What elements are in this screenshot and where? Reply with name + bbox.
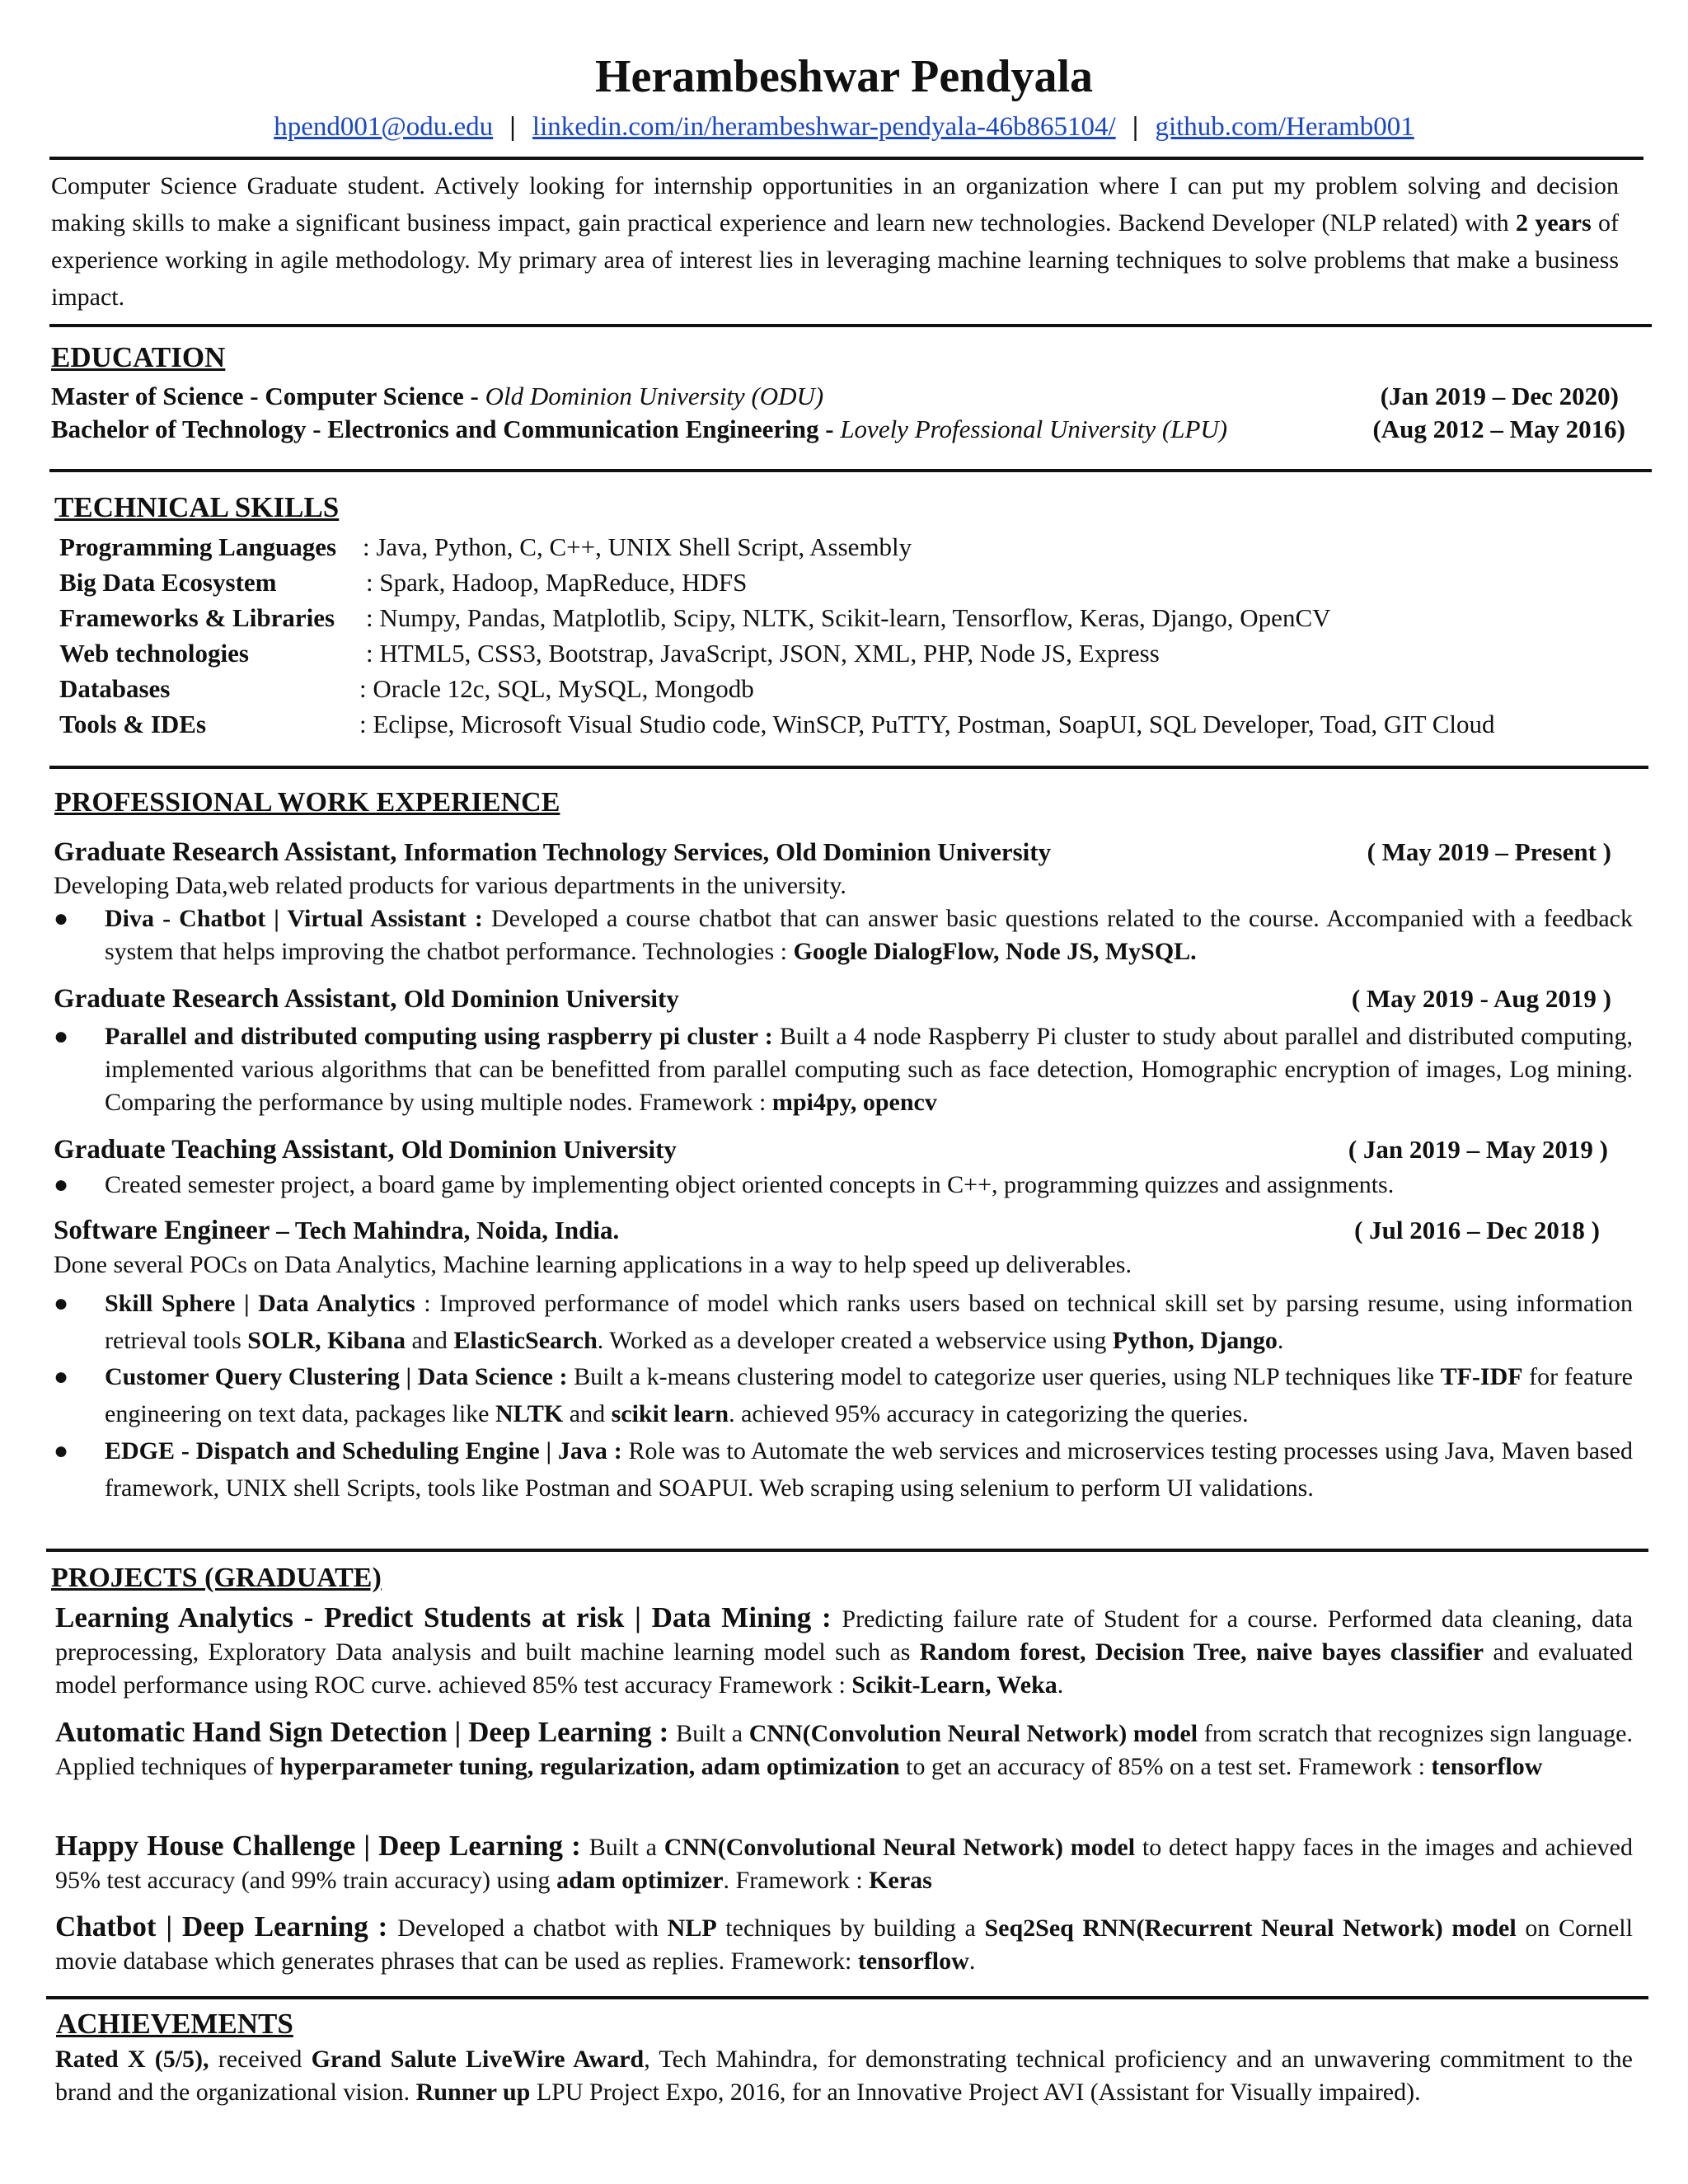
summary-highlight: 2 years [1515,209,1592,237]
bullet-text: Built a k-means clustering model to categorize user queries, using NLP techniques like [574,1363,1441,1390]
project-text: to get an accuracy of 85% on a test set. Framework : [899,1753,1432,1780]
project-text: to detect happy faces in the images and achieved 95% test accuracy (and 99% train accuracy) using [55,1834,1633,1894]
skill-category: Tools & IDEs [59,710,207,738]
divider [49,157,1643,160]
bullet-tech: NLTK [495,1400,564,1427]
bullet-text: . achieved 95% accuracy in categorizing the queries. [729,1400,1249,1427]
job-title [54,1132,1620,1168]
project-text: Developed a chatbot with [397,1915,668,1942]
job-bullet [54,1285,1633,1359]
skills-heading: TECHNICAL SKILLS [54,491,340,523]
summary [51,167,1619,316]
project-highlight: CNN(Convolution Neural Network) model [748,1720,1198,1747]
project-highlight: tensorflow [1431,1753,1543,1780]
bullet-tech: ElasticSearch [453,1327,598,1354]
bullet-text: Created semester project, a board game by implementing object oriented concepts in C++, programming quizzes and assignments. [105,1171,1395,1198]
project-highlight: Scikit-Learn, Weka [851,1671,1057,1699]
project-title: Happy House Challenge | Deep Learning : [55,1830,589,1862]
experience-heading: PROFESSIONAL WORK EXPERIENCE [54,787,560,818]
project-text: and evaluated model performance using ROC curve. achieved 85% test accuracy Framework : [55,1638,1633,1699]
skill-values: : Eclipse, Microsoft Visual Studio code, WinSCP, PuTTY, Postman, SoapUI, SQL Developer, Toad, GIT Cloud [359,710,1495,738]
bullet-icon: ● [54,1437,69,1465]
skill-category: Programming Languages [59,532,337,561]
summary-text: Computer Science Graduate student. Actively looking for internship opportunities in an organization where I can put my problem solving and decision making skills to make a significant business impact, gain practical experience and learn new technologies. Backend Developer (NLP related) with [51,172,1619,237]
bullet-icon: ● [54,905,69,932]
bullet-icon: ● [54,1290,69,1317]
bullet-icon: ● [54,1363,69,1390]
achievements-text [55,2043,1633,2109]
degree: Master of Science - Computer Science - [51,382,485,410]
project-title: Automatic Hand Sign Detection | Deep Learning : [55,1716,677,1748]
skill-values: : Spark, Hadoop, MapReduce, HDFS [366,568,748,597]
projects-heading: PROJECTS (GRADUATE) [51,1563,382,1593]
job-title [54,981,1620,1017]
bullet-text: . Worked as a developer created a webservice using [597,1327,1113,1354]
degree: Bachelor of Technology - Electronics and Communication Engineering - [51,415,841,443]
job-role: Graduate Research Assistant, [54,837,404,867]
skill-category: Big Data Ecosystem [59,568,277,597]
skill-values: : Oracle 12c, SQL, MySQL, Mongodb [359,674,754,703]
bullet-text: . [1277,1327,1284,1354]
separator: | [509,112,516,142]
project-text: . Framework : [723,1867,870,1894]
achievement-text: received [209,2046,312,2073]
project-item [55,1601,1633,1702]
bullet-tech: Python, Django [1112,1327,1278,1354]
bullet-icon: ● [54,1023,69,1050]
project-text: Built a [676,1720,749,1747]
project-highlight: Keras [869,1867,932,1894]
job-bullet [54,1020,1633,1119]
project-text: from scratch that recognizes sign language. Applied techniques of [55,1720,1633,1780]
education-entry [51,380,1634,413]
job-bullet [54,1358,1633,1432]
achievement-highlight: Grand Salute LiveWire Award [311,2046,645,2073]
bullet-text: : Improved performance of model which ranks users based on technical skill set by parsing resume, using information retrieval tools [105,1290,1633,1354]
bullet-icon: ● [54,1171,69,1198]
bullet-title: Parallel and distributed computing using raspberry pi cluster : [105,1023,781,1050]
project-item [55,1830,1633,1897]
skill-values: : Numpy, Pandas, Matplotlib, Scipy, NLTK, Scikit-learn, Tensorflow, Keras, Django, OpenCV [366,603,1331,632]
bullet-tech: scikit learn [611,1400,729,1427]
job-description: Done several POCs on Data Analytics, Machine learning applications in a way to help speed up deliverables. [54,1251,1132,1278]
school: Lovely Professional University (LPU) [840,415,1228,443]
bullet-text: Role was to Automate the web services and microservices testing processes using Java, Maven based framework, UNIX shell Scripts, tools like Postman and SOAPUI. Web scraping using selenium to perform UI validations. [105,1437,1634,1502]
job-dates: ( Jul 2016 – Dec 2018 ) [1354,1216,1600,1244]
github-link[interactable]: github.com/Heramb001 [1155,112,1414,142]
achievement-highlight: Rated X (5/5), [55,2046,209,2073]
job-dates: ( May 2019 – Present ) [1367,837,1611,866]
job-organization: Old Dominion University [403,984,679,1013]
bullet-title: Diva - Chatbot | Virtual Assistant : [105,905,491,932]
project-text: techniques by building a [716,1915,985,1942]
project-highlight: Random forest, Decision Tree, naive bayes classifier [919,1638,1484,1666]
skill-category: Frameworks & Libraries [59,603,335,632]
project-highlight: hyperparameter tuning, regularization, adam optimization [279,1753,900,1780]
summary-text: of experience working in agile methodology. My primary area of interest lies in leveraging machine learning techniques to solve problems that make a business impact. [51,209,1619,311]
bullet-title: EDGE - Dispatch and Scheduling Engine | Java : [105,1437,629,1465]
education-heading: EDUCATION [51,341,226,373]
project-title: Learning Analytics - Predict Students at risk | Data Mining : [55,1601,842,1633]
project-highlight: Seq2Seq RNN(Recurrent Neural Network) model [984,1915,1517,1942]
bullet-title: Skill Sphere | Data Analytics [105,1290,415,1317]
project-text: . [968,1947,976,1975]
bullet-text: and [563,1400,612,1427]
bullet-text: and [406,1327,454,1354]
achievements-heading: ACHIEVEMENTS [56,2008,293,2040]
project-highlight: NLP [667,1915,717,1942]
job-description: Developing Data,web related products for various departments in the university. [54,872,846,899]
email-link[interactable]: hpend001@odu.edu [274,112,494,142]
bullet-text: for feature engineering on text data, packages like [105,1363,1634,1427]
job-role: Graduate Teaching Assistant, [54,1135,401,1165]
bullet-text: Built a 4 node Raspberry Pi cluster to study about parallel and distributed computing, implemented various algorithms that can be benefitted from parallel computing such as face detection, Homographic encryption of images, Log mining. Comparing the performance by using multiple nodes. Framework : [105,1023,1633,1116]
bullet-tech: Google DialogFlow, Node JS, MySQL. [793,938,1197,965]
bullet-title: Customer Query Clustering | Data Science : [105,1363,574,1390]
achievement-highlight: Runner up [415,2079,531,2106]
education-entry [51,413,1634,446]
job-role: Software Engineer [54,1216,270,1245]
divider [49,469,1652,472]
bullet-tech: SOLR, Kibana [247,1327,406,1354]
skill-values: : Java, Python, C, C++, UNIX Shell Script, Assembly [363,532,912,561]
project-item [55,1910,1633,1978]
job-title [54,834,1620,870]
job-organization: Information Technology Services, Old Dominion University [403,837,1052,866]
project-text: Predicting failure rate of Student for a course. Performed data cleaning, data preprocessing, Exploratory Data analysis and built machine learning model such as [55,1605,1634,1666]
divider [49,324,1652,327]
job-organization: Old Dominion University [401,1135,677,1164]
job-dates: ( May 2019 - Aug 2019 ) [1351,984,1611,1013]
separator: | [1132,112,1139,142]
job-bullet [54,1169,1633,1202]
project-text: on Cornell movie database which generates phrases that can be used as replies. Framework: [55,1915,1633,1975]
linkedin-link[interactable]: linkedin.com/in/herambeshwar-pendyala-46b865104/ [532,112,1116,142]
skill-category: Web technologies [59,639,249,668]
bullet-tech: mpi4py, opencv [771,1089,937,1116]
contact-links [0,109,1688,145]
project-text: . [1057,1671,1064,1699]
skill-category: Databases [59,674,171,703]
project-highlight: adam optimizer [556,1867,724,1894]
divider [49,766,1648,769]
project-item [55,1716,1633,1783]
project-title: Chatbot | Deep Learning : [55,1910,398,1943]
project-highlight: tensorflow [857,1947,969,1975]
school: Old Dominion University (ODU) [485,382,824,410]
project-text: Built a [588,1834,664,1861]
job-dates: ( Jan 2019 – May 2019 ) [1348,1135,1608,1164]
skill-values: : HTML5, CSS3, Bootstrap, JavaScript, JSON, XML, PHP, Node JS, Express [366,639,1160,668]
job-bullet [54,1432,1633,1507]
project-highlight: CNN(Convolutional Neural Network) model [663,1834,1136,1861]
job-bullet [54,902,1633,968]
bullet-tech: TF-IDF [1440,1363,1523,1390]
divider [46,1996,1648,1999]
job-role: Graduate Research Assistant, [54,984,404,1014]
divider [46,1549,1648,1552]
job-organization: – Tech Mahindra, Noida, India. [270,1216,620,1244]
education-dates: (Aug 2012 – May 2016) [1372,415,1625,443]
candidate-name: Herambeshwar Pendyala [594,51,1094,102]
bullet-text: Developed a course chatbot that can answer basic questions related to the course. Accompanied with a feedback system that helps improving the chatbot performance. Technologies : [105,905,1633,965]
achievement-text: , Tech Mahindra, for demonstrating technical proficiency and an unwavering commitment to the brand and the organizational vision. [55,2046,1633,2106]
job-title [54,1212,1620,1249]
achievement-text: LPU Project Expo, 2016, for an Innovative Project AVI (Assistant for Visually impaired). [530,2079,1421,2106]
education-dates: (Jan 2019 – Dec 2020) [1380,382,1619,410]
